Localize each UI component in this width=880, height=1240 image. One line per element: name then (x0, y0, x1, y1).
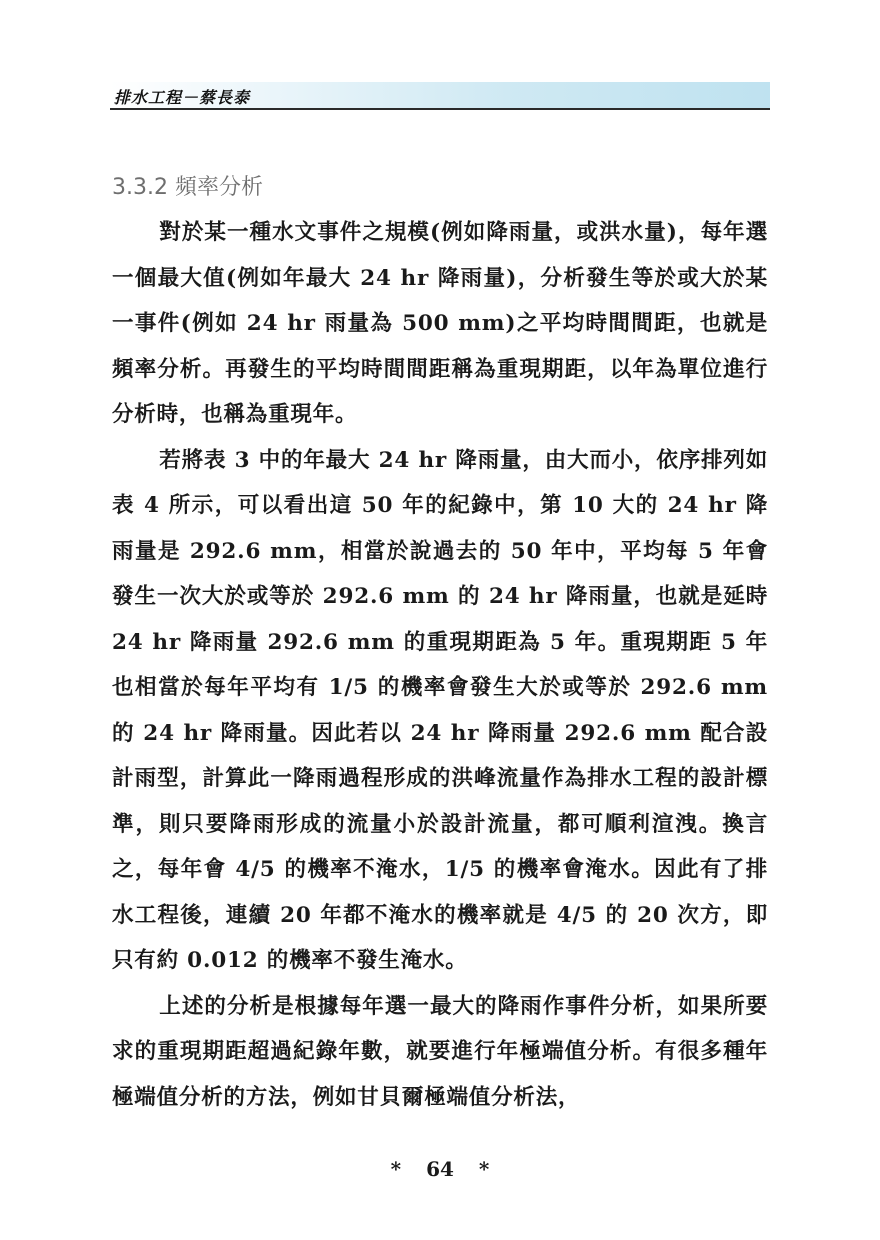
page-number: 64 (426, 1157, 454, 1181)
footer-marker-right: * (478, 1157, 490, 1181)
page-footer (0, 1157, 880, 1181)
paragraph-1: 對於某一種水文事件之規模(例如降雨量，或洪水量)，每年選一個最大值(例如年最大 24 hr 降雨量)，分析發生等於或大於某一事件(例如 24 hr 雨量為 500 mm)之平均時間間距，也就是頻率分析。再發生的平均時間間距稱為重現期距，以年為單位進行分析時，也稱為重現年。 (112, 220, 768, 427)
running-header-title: 排水工程－蔡長泰 (114, 88, 251, 107)
paragraph-3: 上述的分析是根據每年選一最大的降雨作事件分析，如果所要求的重現期距超過紀錄年數，就要進行年極端值分析。有很多種年極端值分析的方法，例如甘貝爾極端值分析法， (112, 993, 768, 1110)
running-header (110, 82, 770, 110)
section-heading: 3.3.2 頻率分析 (112, 175, 263, 200)
body-text (112, 210, 768, 1120)
footer-marker-left: * (390, 1157, 402, 1181)
paragraph-2: 若將表 3 中的年最大 24 hr 降雨量，由大而小，依序排列如表 4 所示，可以看出這 50 年的紀錄中，第 10 大的 24 hr 降雨量是 292.6 mm，相當於說過去的 50 年中，平均每 5 年會發生一次大於或等於 292.6 mm 的 24 hr 降雨量，也就是延時 24 hr 降雨量 292.6 mm 的重現期距為 5 年。重現期距 5 年也相當於每年平均有 1/5 的機率會發生大於或等於 292.6 mm 的 24 hr 降雨量。因此若以 24 hr 降雨量 292.6 mm 配合設計雨型，計算此一降雨過程形成的洪峰流量作為排水工程的設計標準，則只要降雨形成的流量小於設計流量，都可順利渲洩。換言之，每年會 4/5 的機率不淹水，1/5 的機率會淹水。因此有了排水工程後，連續 20 年都不淹水的機率就是 4/5 的 20 次方，即只有約 0.012 的機率不發生淹水。 (112, 447, 768, 973)
